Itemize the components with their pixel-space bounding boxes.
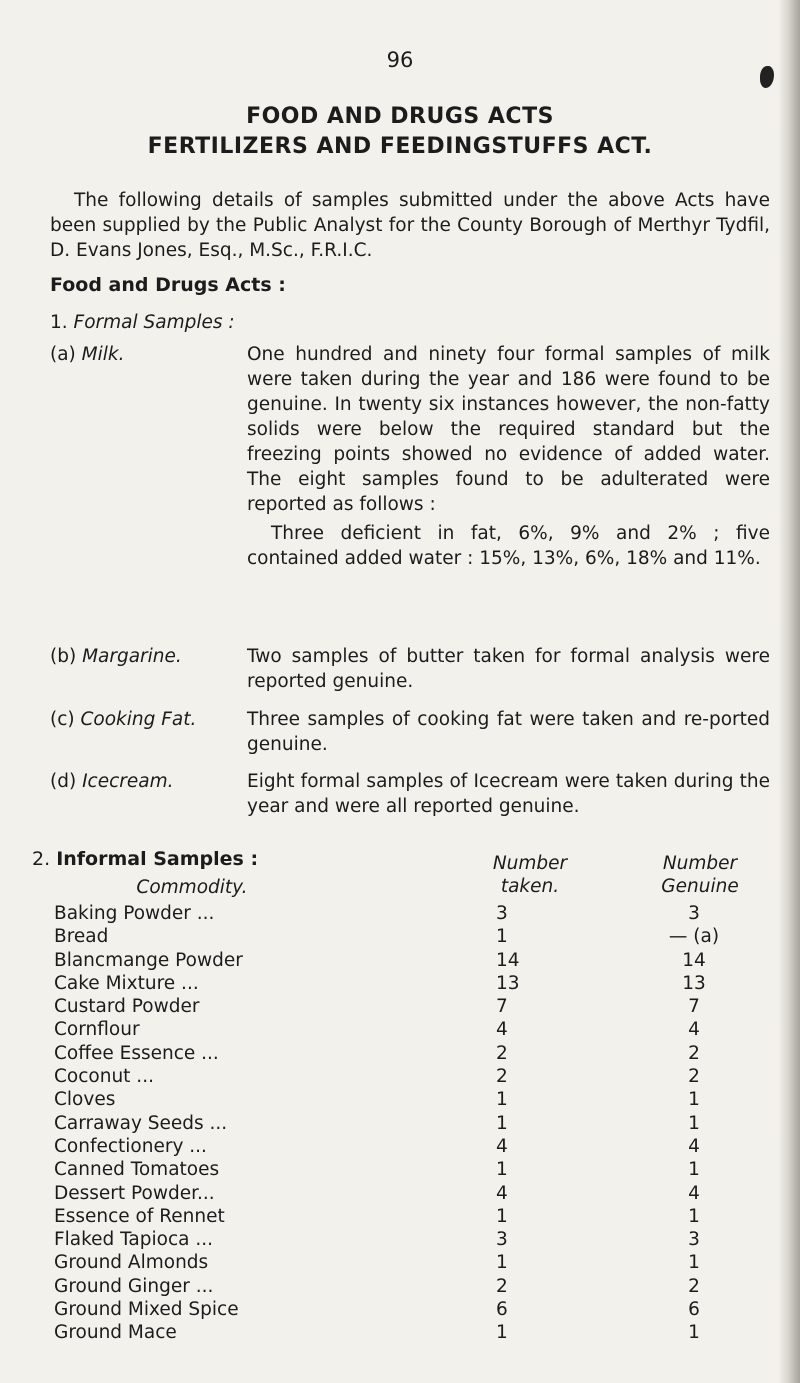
page-title: FOOD AND DRUGS ACTS xyxy=(246,104,554,129)
commodity-name: Blancmange Powder xyxy=(54,949,243,971)
item-label: Milk. xyxy=(81,344,125,365)
number-taken: 1 xyxy=(496,1089,508,1111)
number-taken: 2 xyxy=(496,1066,508,1088)
commodity-name: Ground Almonds xyxy=(54,1252,209,1274)
number-genuine: 1 xyxy=(688,1252,700,1274)
formal-samples-heading xyxy=(50,312,235,333)
number-genuine: — (a) xyxy=(668,926,720,948)
informal-samples-heading xyxy=(32,848,258,870)
number-taken: 1 xyxy=(496,1112,508,1134)
commodity-name: Carraway Seeds ... xyxy=(54,1112,228,1134)
commodity-name: Ground Mixed Spice xyxy=(54,1299,239,1321)
number-taken: 3 xyxy=(496,1229,508,1251)
item-label: Icecream. xyxy=(82,771,174,792)
commodity-name: Canned Tomatoes xyxy=(54,1159,220,1181)
number-genuine: 3 xyxy=(688,1229,700,1251)
table-row xyxy=(54,1228,774,1251)
number-genuine: 1 xyxy=(688,1205,700,1227)
table-row xyxy=(54,972,774,995)
table-row xyxy=(54,925,774,948)
number-taken: 7 xyxy=(496,996,508,1018)
table-row xyxy=(54,1088,774,1111)
number-genuine: 7 xyxy=(688,996,700,1018)
informal-title: Informal Samples : xyxy=(56,848,259,870)
item-letter: (b) xyxy=(50,646,77,667)
commodity-name: Ground Mace xyxy=(54,1322,177,1344)
number-genuine: 2 xyxy=(688,1066,700,1088)
item-text: Three samples of cooking fat were taken and re-ported genuine. xyxy=(247,709,770,755)
table-row xyxy=(54,1182,774,1205)
commodity-name: Bread xyxy=(54,926,109,948)
commodity-name: Baking Powder ... xyxy=(54,903,215,924)
table-row xyxy=(54,949,774,972)
table-row xyxy=(54,1018,774,1041)
table-row xyxy=(54,1205,774,1228)
formal-item-margarine xyxy=(50,644,770,694)
number-taken: 2 xyxy=(496,1275,508,1297)
table-row xyxy=(54,1042,774,1065)
commodity-name: Custard Powder xyxy=(54,996,200,1018)
page-edge-shadow xyxy=(778,0,800,1383)
number-taken: 14 xyxy=(496,949,520,971)
commodity-name: Dessert Powder... xyxy=(54,1182,215,1204)
formal-number: 1. xyxy=(50,312,68,333)
item-letter: (a) xyxy=(50,344,76,365)
number-taken: 1 xyxy=(496,1252,508,1274)
item-letter: (d) xyxy=(50,771,77,792)
table-row xyxy=(54,1112,774,1135)
col-header-commodity: Commodity. xyxy=(136,877,248,898)
number-genuine: 14 xyxy=(682,949,706,971)
number-genuine: 2 xyxy=(688,1042,700,1064)
number-taken: 6 xyxy=(496,1299,508,1321)
commodity-name: Ground Ginger ... xyxy=(54,1275,214,1297)
item-label: Cooking Fat. xyxy=(80,709,197,730)
number-genuine: 2 xyxy=(688,1275,700,1297)
informal-samples-table xyxy=(54,902,774,1345)
item-text: Two samples of butter taken for formal analysis were reported genuine. xyxy=(247,646,770,692)
number-genuine: 1 xyxy=(688,1089,700,1111)
number-taken: 4 xyxy=(496,1019,508,1041)
table-row xyxy=(54,1321,774,1344)
formal-item-icecream xyxy=(50,769,770,819)
commodity-name: Cloves xyxy=(54,1089,116,1111)
commodity-name: Cake Mixture ... xyxy=(54,972,199,994)
formal-title: Formal Samples : xyxy=(73,312,235,333)
number-taken: 1 xyxy=(496,1205,508,1227)
formal-item-cooking-fat xyxy=(50,707,770,757)
number-taken: 3 xyxy=(496,903,508,924)
number-taken: 1 xyxy=(496,926,508,948)
number-genuine: 1 xyxy=(688,1322,700,1344)
table-row xyxy=(54,902,774,925)
table-row xyxy=(54,1065,774,1088)
number-genuine: 4 xyxy=(688,1019,700,1041)
col-header-taken: Number taken. xyxy=(492,853,568,897)
number-taken: 1 xyxy=(496,1159,508,1181)
commodity-name: Flaked Tapioca ... xyxy=(54,1229,213,1251)
commodity-name: Essence of Rennet xyxy=(54,1205,225,1227)
intro-paragraph: The following details of samples submitted under the above Acts have been supplied by the Public Analyst for the County Borough of Merthyr Tydfil, D. Evans Jones, Esq., M.Sc., F.R.I.C. xyxy=(50,190,770,261)
item-text: Eight formal samples of Icecream were taken during the year and were all reported genuine. xyxy=(247,771,770,817)
informal-number: 2. xyxy=(32,848,51,870)
commodity-name: Coconut ... xyxy=(54,1066,154,1088)
col-header-genuine: Number Genuine xyxy=(661,853,739,897)
commodity-name: Coffee Essence ... xyxy=(54,1042,219,1064)
table-row xyxy=(54,1135,774,1158)
table-row xyxy=(54,995,774,1018)
commodity-name: Confectionery ... xyxy=(54,1135,207,1157)
number-taken: 4 xyxy=(496,1182,508,1204)
page-number: 96 xyxy=(386,48,414,72)
number-taken: 1 xyxy=(496,1322,508,1344)
number-taken: 4 xyxy=(496,1135,508,1157)
number-genuine: 4 xyxy=(688,1182,700,1204)
item-label: Margarine. xyxy=(82,646,182,667)
number-taken: 13 xyxy=(496,972,520,994)
number-genuine: 4 xyxy=(688,1135,700,1157)
table-row xyxy=(54,1275,774,1298)
commodity-name: Cornflour xyxy=(54,1019,140,1041)
section-title: Food and Drugs Acts : xyxy=(50,274,286,296)
number-genuine: 1 xyxy=(688,1159,700,1181)
number-genuine: 6 xyxy=(688,1299,700,1321)
table-row xyxy=(54,1251,774,1274)
item-detail: Three deficient in fat, 6%, 9% and 2% ; five contained added water : 15%, 13%, 6%, 18% and 11%. xyxy=(247,523,770,569)
item-letter: (c) xyxy=(50,709,75,730)
number-genuine: 13 xyxy=(682,972,706,994)
number-genuine: 1 xyxy=(688,1112,700,1134)
number-genuine: 3 xyxy=(688,903,700,924)
formal-item-milk xyxy=(50,342,770,571)
table-row xyxy=(54,1298,774,1321)
page-subtitle: FERTILIZERS AND FEEDINGSTUFFS ACT. xyxy=(147,134,653,159)
item-text: One hundred and ninety four formal samples of milk were taken during the year and 186 were found to be genuine. In twenty six instances however, the non-fatty solids were below the required standard but the freezing points showed no evidence of added water. The eight samples found to be adulterated were reported as follows : xyxy=(247,344,770,515)
table-row xyxy=(54,1158,774,1181)
number-taken: 2 xyxy=(496,1042,508,1064)
